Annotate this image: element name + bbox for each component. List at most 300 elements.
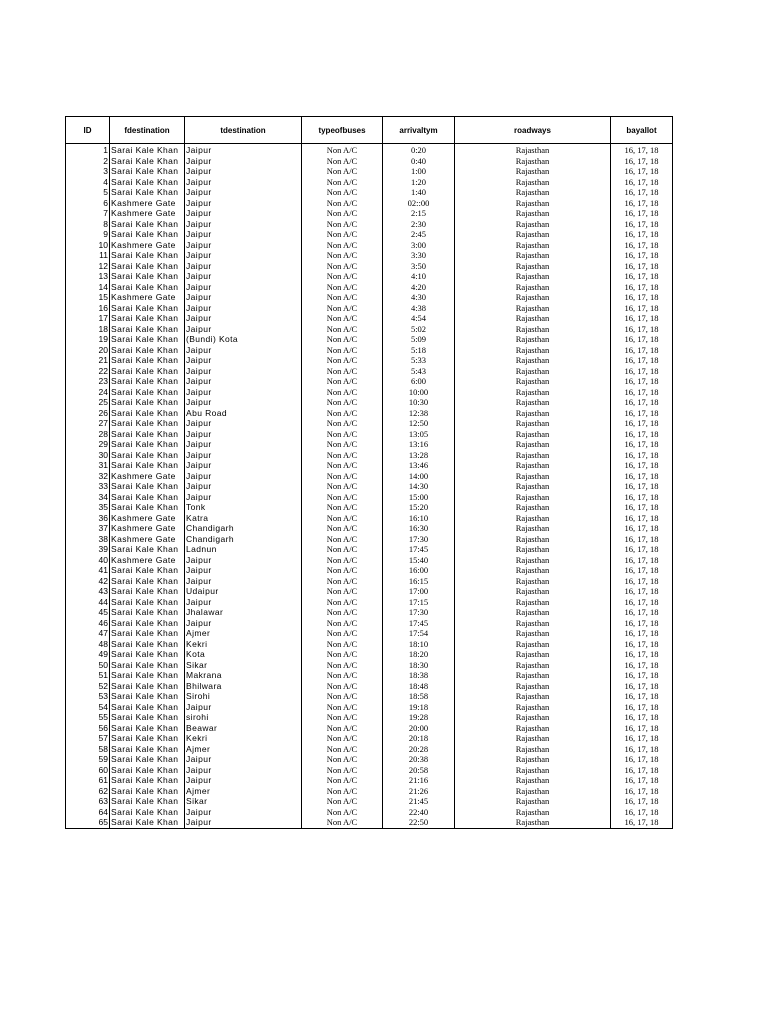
cell-bayallot: 16, 17, 18	[611, 166, 673, 177]
cell-id: 8	[66, 219, 110, 230]
cell-roadways: Rajasthan	[455, 523, 611, 534]
cell-typeofbuses: Non A/C	[302, 345, 383, 356]
cell-arrivaltym: 1:40	[383, 187, 455, 198]
cell-id: 28	[66, 429, 110, 440]
cell-tdestination: Makrana	[185, 670, 302, 681]
cell-bayallot: 16, 17, 18	[611, 303, 673, 314]
cell-roadways: Rajasthan	[455, 198, 611, 209]
cell-bayallot: 16, 17, 18	[611, 208, 673, 219]
table-row	[66, 618, 673, 629]
cell-fdestination: Sarai Kale Khan	[110, 565, 185, 576]
cell-roadways: Rajasthan	[455, 786, 611, 797]
cell-fdestination: Kashmere Gate	[110, 555, 185, 566]
cell-tdestination: Kota	[185, 649, 302, 660]
cell-id: 44	[66, 597, 110, 608]
table-row	[66, 796, 673, 807]
cell-fdestination: Sarai Kale Khan	[110, 618, 185, 629]
cell-bayallot: 16, 17, 18	[611, 345, 673, 356]
cell-roadways: Rajasthan	[455, 565, 611, 576]
cell-arrivaltym: 1:20	[383, 177, 455, 188]
cell-typeofbuses: Non A/C	[302, 271, 383, 282]
cell-fdestination: Sarai Kale Khan	[110, 660, 185, 671]
cell-bayallot: 16, 17, 18	[611, 156, 673, 167]
cell-typeofbuses: Non A/C	[302, 292, 383, 303]
cell-tdestination: Jaipur	[185, 376, 302, 387]
table-row	[66, 460, 673, 471]
cell-roadways: Rajasthan	[455, 681, 611, 692]
cell-bayallot: 16, 17, 18	[611, 418, 673, 429]
cell-bayallot: 16, 17, 18	[611, 786, 673, 797]
cell-fdestination: Sarai Kale Khan	[110, 387, 185, 398]
cell-bayallot: 16, 17, 18	[611, 502, 673, 513]
table-row	[66, 418, 673, 429]
cell-fdestination: Sarai Kale Khan	[110, 744, 185, 755]
cell-arrivaltym: 17:00	[383, 586, 455, 597]
cell-bayallot: 16, 17, 18	[611, 607, 673, 618]
cell-fdestination: Sarai Kale Khan	[110, 649, 185, 660]
cell-roadways: Rajasthan	[455, 513, 611, 524]
cell-tdestination: Ajmer	[185, 628, 302, 639]
cell-fdestination: Kashmere Gate	[110, 523, 185, 534]
cell-tdestination: Beawar	[185, 723, 302, 734]
cell-bayallot: 16, 17, 18	[611, 691, 673, 702]
cell-bayallot: 16, 17, 18	[611, 754, 673, 765]
cell-typeofbuses: Non A/C	[302, 691, 383, 702]
cell-typeofbuses: Non A/C	[302, 429, 383, 440]
cell-tdestination: Jaipur	[185, 303, 302, 314]
cell-id: 61	[66, 775, 110, 786]
cell-typeofbuses: Non A/C	[302, 618, 383, 629]
cell-arrivaltym: 15:00	[383, 492, 455, 503]
cell-id: 54	[66, 702, 110, 713]
cell-roadways: Rajasthan	[455, 723, 611, 734]
cell-roadways: Rajasthan	[455, 597, 611, 608]
cell-bayallot: 16, 17, 18	[611, 765, 673, 776]
cell-arrivaltym: 17:45	[383, 544, 455, 555]
cell-typeofbuses: Non A/C	[302, 397, 383, 408]
cell-typeofbuses: Non A/C	[302, 754, 383, 765]
cell-fdestination: Kashmere Gate	[110, 208, 185, 219]
cell-tdestination: Jaipur	[185, 460, 302, 471]
cell-fdestination: Sarai Kale Khan	[110, 397, 185, 408]
cell-typeofbuses: Non A/C	[302, 450, 383, 461]
table-row	[66, 397, 673, 408]
cell-typeofbuses: Non A/C	[302, 555, 383, 566]
cell-fdestination: Sarai Kale Khan	[110, 144, 185, 156]
cell-fdestination: Sarai Kale Khan	[110, 786, 185, 797]
table-row	[66, 313, 673, 324]
cell-roadways: Rajasthan	[455, 712, 611, 723]
cell-tdestination: Jaipur	[185, 481, 302, 492]
cell-bayallot: 16, 17, 18	[611, 198, 673, 209]
cell-typeofbuses: Non A/C	[302, 229, 383, 240]
cell-tdestination: Jaipur	[185, 261, 302, 272]
cell-fdestination: Sarai Kale Khan	[110, 817, 185, 828]
table-row	[66, 261, 673, 272]
cell-arrivaltym: 13:46	[383, 460, 455, 471]
cell-roadways: Rajasthan	[455, 534, 611, 545]
cell-typeofbuses: Non A/C	[302, 481, 383, 492]
cell-id: 36	[66, 513, 110, 524]
cell-id: 47	[66, 628, 110, 639]
header-fdestination: fdestination	[110, 117, 185, 144]
table-row	[66, 166, 673, 177]
cell-typeofbuses: Non A/C	[302, 660, 383, 671]
cell-bayallot: 16, 17, 18	[611, 796, 673, 807]
table-row	[66, 271, 673, 282]
cell-typeofbuses: Non A/C	[302, 723, 383, 734]
cell-tdestination: Chandigarh	[185, 534, 302, 545]
cell-roadways: Rajasthan	[455, 670, 611, 681]
cell-arrivaltym: 4:30	[383, 292, 455, 303]
cell-arrivaltym: 17:15	[383, 597, 455, 608]
cell-tdestination: Jaipur	[185, 166, 302, 177]
table-row	[66, 303, 673, 314]
cell-arrivaltym: 10:00	[383, 387, 455, 398]
cell-bayallot: 16, 17, 18	[611, 376, 673, 387]
cell-fdestination: Sarai Kale Khan	[110, 796, 185, 807]
cell-fdestination: Kashmere Gate	[110, 198, 185, 209]
cell-roadways: Rajasthan	[455, 796, 611, 807]
cell-roadways: Rajasthan	[455, 471, 611, 482]
cell-typeofbuses: Non A/C	[302, 544, 383, 555]
cell-tdestination: Jaipur	[185, 187, 302, 198]
cell-id: 16	[66, 303, 110, 314]
cell-typeofbuses: Non A/C	[302, 439, 383, 450]
cell-id: 50	[66, 660, 110, 671]
cell-roadways: Rajasthan	[455, 208, 611, 219]
table-row	[66, 723, 673, 734]
table-row	[66, 765, 673, 776]
cell-fdestination: Sarai Kale Khan	[110, 702, 185, 713]
cell-typeofbuses: Non A/C	[302, 187, 383, 198]
table-row	[66, 250, 673, 261]
cell-arrivaltym: 5:18	[383, 345, 455, 356]
cell-fdestination: Sarai Kale Khan	[110, 607, 185, 618]
cell-roadways: Rajasthan	[455, 261, 611, 272]
table-row	[66, 292, 673, 303]
cell-typeofbuses: Non A/C	[302, 303, 383, 314]
cell-tdestination: Jaipur	[185, 397, 302, 408]
cell-typeofbuses: Non A/C	[302, 513, 383, 524]
cell-id: 23	[66, 376, 110, 387]
header-row	[66, 117, 673, 144]
cell-arrivaltym: 15:20	[383, 502, 455, 513]
cell-bayallot: 16, 17, 18	[611, 313, 673, 324]
cell-arrivaltym: 2:45	[383, 229, 455, 240]
cell-id: 13	[66, 271, 110, 282]
cell-fdestination: Sarai Kale Khan	[110, 355, 185, 366]
cell-typeofbuses: Non A/C	[302, 144, 383, 156]
cell-id: 32	[66, 471, 110, 482]
cell-tdestination: Jaipur	[185, 292, 302, 303]
table-row	[66, 597, 673, 608]
table-row	[66, 534, 673, 545]
cell-arrivaltym: 17:54	[383, 628, 455, 639]
cell-typeofbuses: Non A/C	[302, 639, 383, 650]
header-roadways: roadways	[455, 117, 611, 144]
cell-fdestination: Sarai Kale Khan	[110, 576, 185, 587]
table-row	[66, 754, 673, 765]
cell-fdestination: Sarai Kale Khan	[110, 691, 185, 702]
cell-id: 6	[66, 198, 110, 209]
cell-arrivaltym: 20:38	[383, 754, 455, 765]
cell-id: 22	[66, 366, 110, 377]
cell-typeofbuses: Non A/C	[302, 775, 383, 786]
cell-bayallot: 16, 17, 18	[611, 355, 673, 366]
cell-typeofbuses: Non A/C	[302, 156, 383, 167]
cell-fdestination: Sarai Kale Khan	[110, 366, 185, 377]
table-row	[66, 208, 673, 219]
cell-tdestination: Jaipur	[185, 313, 302, 324]
cell-typeofbuses: Non A/C	[302, 250, 383, 261]
cell-id: 31	[66, 460, 110, 471]
cell-fdestination: Sarai Kale Khan	[110, 345, 185, 356]
table-row	[66, 492, 673, 503]
cell-arrivaltym: 21:45	[383, 796, 455, 807]
cell-id: 37	[66, 523, 110, 534]
cell-roadways: Rajasthan	[455, 187, 611, 198]
cell-id: 57	[66, 733, 110, 744]
cell-typeofbuses: Non A/C	[302, 198, 383, 209]
cell-fdestination: Sarai Kale Khan	[110, 723, 185, 734]
cell-tdestination: Jaipur	[185, 492, 302, 503]
cell-bayallot: 16, 17, 18	[611, 439, 673, 450]
cell-roadways: Rajasthan	[455, 303, 611, 314]
cell-bayallot: 16, 17, 18	[611, 334, 673, 345]
table-row	[66, 219, 673, 230]
cell-id: 55	[66, 712, 110, 723]
cell-roadways: Rajasthan	[455, 366, 611, 377]
table-row	[66, 733, 673, 744]
cell-roadways: Rajasthan	[455, 586, 611, 597]
cell-typeofbuses: Non A/C	[302, 628, 383, 639]
cell-arrivaltym: 20:18	[383, 733, 455, 744]
cell-bayallot: 16, 17, 18	[611, 261, 673, 272]
cell-fdestination: Sarai Kale Khan	[110, 481, 185, 492]
cell-bayallot: 16, 17, 18	[611, 555, 673, 566]
cell-id: 9	[66, 229, 110, 240]
cell-arrivaltym: 02::00	[383, 198, 455, 209]
cell-fdestination: Sarai Kale Khan	[110, 408, 185, 419]
cell-id: 21	[66, 355, 110, 366]
cell-fdestination: Sarai Kale Khan	[110, 670, 185, 681]
cell-typeofbuses: Non A/C	[302, 586, 383, 597]
cell-typeofbuses: Non A/C	[302, 576, 383, 587]
cell-typeofbuses: Non A/C	[302, 355, 383, 366]
cell-fdestination: Sarai Kale Khan	[110, 166, 185, 177]
cell-typeofbuses: Non A/C	[302, 607, 383, 618]
cell-tdestination: Jaipur	[185, 418, 302, 429]
cell-roadways: Rajasthan	[455, 313, 611, 324]
cell-tdestination: Jaipur	[185, 240, 302, 251]
cell-roadways: Rajasthan	[455, 282, 611, 293]
cell-arrivaltym: 17:45	[383, 618, 455, 629]
cell-tdestination: sirohi	[185, 712, 302, 723]
cell-roadways: Rajasthan	[455, 502, 611, 513]
cell-tdestination: Jaipur	[185, 765, 302, 776]
table-row	[66, 502, 673, 513]
cell-tdestination: (Bundi) Kota	[185, 334, 302, 345]
cell-id: 20	[66, 345, 110, 356]
cell-bayallot: 16, 17, 18	[611, 229, 673, 240]
cell-id: 59	[66, 754, 110, 765]
cell-fdestination: Sarai Kale Khan	[110, 324, 185, 335]
cell-typeofbuses: Non A/C	[302, 240, 383, 251]
cell-typeofbuses: Non A/C	[302, 376, 383, 387]
cell-tdestination: Jaipur	[185, 355, 302, 366]
cell-roadways: Rajasthan	[455, 324, 611, 335]
header-arrivaltym: arrivaltym	[383, 117, 455, 144]
cell-id: 5	[66, 187, 110, 198]
cell-roadways: Rajasthan	[455, 817, 611, 828]
cell-tdestination: Abu Road	[185, 408, 302, 419]
cell-tdestination: Jaipur	[185, 754, 302, 765]
cell-arrivaltym: 4:20	[383, 282, 455, 293]
cell-tdestination: Jaipur	[185, 387, 302, 398]
cell-arrivaltym: 20:28	[383, 744, 455, 755]
cell-fdestination: Sarai Kale Khan	[110, 502, 185, 513]
table-row	[66, 712, 673, 723]
cell-bayallot: 16, 17, 18	[611, 723, 673, 734]
cell-fdestination: Sarai Kale Khan	[110, 187, 185, 198]
cell-arrivaltym: 0:20	[383, 144, 455, 156]
table-row	[66, 429, 673, 440]
cell-tdestination: Udaipur	[185, 586, 302, 597]
cell-arrivaltym: 16:30	[383, 523, 455, 534]
cell-fdestination: Kashmere Gate	[110, 471, 185, 482]
table-row	[66, 198, 673, 209]
table-row	[66, 628, 673, 639]
cell-arrivaltym: 18:20	[383, 649, 455, 660]
cell-tdestination: Jaipur	[185, 817, 302, 828]
cell-fdestination: Sarai Kale Khan	[110, 334, 185, 345]
cell-roadways: Rajasthan	[455, 439, 611, 450]
cell-typeofbuses: Non A/C	[302, 408, 383, 419]
cell-typeofbuses: Non A/C	[302, 366, 383, 377]
cell-arrivaltym: 12:50	[383, 418, 455, 429]
cell-tdestination: Bhilwara	[185, 681, 302, 692]
cell-bayallot: 16, 17, 18	[611, 681, 673, 692]
cell-tdestination: Jaipur	[185, 177, 302, 188]
cell-arrivaltym: 19:18	[383, 702, 455, 713]
cell-tdestination: Jaipur	[185, 555, 302, 566]
cell-id: 11	[66, 250, 110, 261]
cell-id: 30	[66, 450, 110, 461]
cell-typeofbuses: Non A/C	[302, 471, 383, 482]
cell-id: 19	[66, 334, 110, 345]
cell-roadways: Rajasthan	[455, 397, 611, 408]
cell-arrivaltym: 2:30	[383, 219, 455, 230]
cell-roadways: Rajasthan	[455, 219, 611, 230]
cell-fdestination: Sarai Kale Khan	[110, 460, 185, 471]
cell-bayallot: 16, 17, 18	[611, 639, 673, 650]
cell-fdestination: Sarai Kale Khan	[110, 544, 185, 555]
cell-arrivaltym: 17:30	[383, 534, 455, 545]
cell-tdestination: Jaipur	[185, 450, 302, 461]
cell-fdestination: Sarai Kale Khan	[110, 628, 185, 639]
cell-fdestination: Sarai Kale Khan	[110, 261, 185, 272]
cell-fdestination: Sarai Kale Khan	[110, 439, 185, 450]
cell-roadways: Rajasthan	[455, 754, 611, 765]
cell-bayallot: 16, 17, 18	[611, 775, 673, 786]
cell-arrivaltym: 16:00	[383, 565, 455, 576]
cell-bayallot: 16, 17, 18	[611, 324, 673, 335]
cell-fdestination: Sarai Kale Khan	[110, 586, 185, 597]
cell-tdestination: Jaipur	[185, 144, 302, 156]
cell-arrivaltym: 18:58	[383, 691, 455, 702]
cell-id: 1	[66, 144, 110, 156]
table-row	[66, 240, 673, 251]
cell-id: 2	[66, 156, 110, 167]
cell-id: 52	[66, 681, 110, 692]
cell-roadways: Rajasthan	[455, 450, 611, 461]
cell-tdestination: Sikar	[185, 796, 302, 807]
cell-id: 3	[66, 166, 110, 177]
cell-roadways: Rajasthan	[455, 555, 611, 566]
cell-arrivaltym: 6:00	[383, 376, 455, 387]
cell-roadways: Rajasthan	[455, 144, 611, 156]
cell-typeofbuses: Non A/C	[302, 219, 383, 230]
cell-fdestination: Kashmere Gate	[110, 513, 185, 524]
cell-id: 7	[66, 208, 110, 219]
cell-typeofbuses: Non A/C	[302, 177, 383, 188]
cell-roadways: Rajasthan	[455, 408, 611, 419]
cell-fdestination: Sarai Kale Khan	[110, 271, 185, 282]
cell-fdestination: Kashmere Gate	[110, 534, 185, 545]
cell-typeofbuses: Non A/C	[302, 534, 383, 545]
cell-id: 51	[66, 670, 110, 681]
cell-arrivaltym: 18:48	[383, 681, 455, 692]
cell-tdestination: Jaipur	[185, 807, 302, 818]
cell-id: 65	[66, 817, 110, 828]
table-row	[66, 334, 673, 345]
cell-id: 40	[66, 555, 110, 566]
cell-typeofbuses: Non A/C	[302, 786, 383, 797]
table-row	[66, 565, 673, 576]
cell-fdestination: Sarai Kale Khan	[110, 282, 185, 293]
cell-typeofbuses: Non A/C	[302, 261, 383, 272]
cell-bayallot: 16, 17, 18	[611, 177, 673, 188]
cell-roadways: Rajasthan	[455, 292, 611, 303]
cell-arrivaltym: 3:30	[383, 250, 455, 261]
cell-tdestination: Jaipur	[185, 618, 302, 629]
cell-bayallot: 16, 17, 18	[611, 702, 673, 713]
cell-arrivaltym: 14:30	[383, 481, 455, 492]
cell-bayallot: 16, 17, 18	[611, 282, 673, 293]
cell-tdestination: Jaipur	[185, 429, 302, 440]
cell-roadways: Rajasthan	[455, 460, 611, 471]
cell-tdestination: Tonk	[185, 502, 302, 513]
cell-typeofbuses: Non A/C	[302, 334, 383, 345]
cell-roadways: Rajasthan	[455, 807, 611, 818]
table-row	[66, 660, 673, 671]
cell-id: 35	[66, 502, 110, 513]
table-row	[66, 702, 673, 713]
cell-tdestination: Ajmer	[185, 786, 302, 797]
cell-arrivaltym: 18:30	[383, 660, 455, 671]
cell-arrivaltym: 5:02	[383, 324, 455, 335]
cell-arrivaltym: 15:40	[383, 555, 455, 566]
cell-roadways: Rajasthan	[455, 639, 611, 650]
table-row	[66, 471, 673, 482]
cell-bayallot: 16, 17, 18	[611, 429, 673, 440]
cell-id: 24	[66, 387, 110, 398]
cell-id: 49	[66, 649, 110, 660]
cell-typeofbuses: Non A/C	[302, 387, 383, 398]
cell-id: 43	[66, 586, 110, 597]
cell-typeofbuses: Non A/C	[302, 313, 383, 324]
